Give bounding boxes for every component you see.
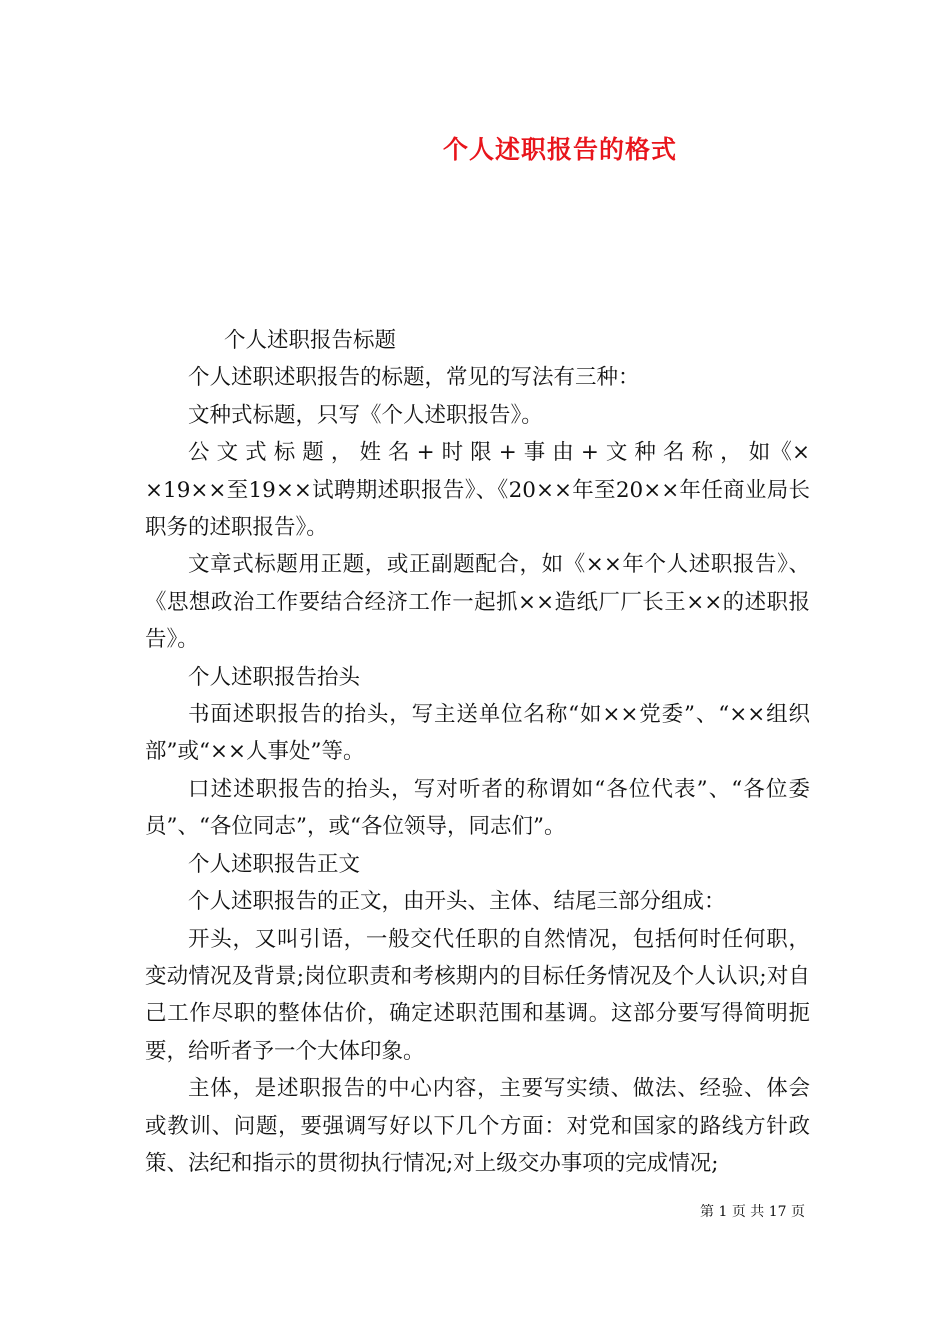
- paragraph: 公 文 式 标 题 ， 姓 名 + 时 限 + 事 由 + 文 种 名 称 ， 如《××19××至19××试聘期述职报告》、《20××年至20××年任商业局长职务的述职报告》。: [145, 440, 810, 541]
- page-number-footer: 第 1 页 共 17 页: [700, 1204, 805, 1220]
- paragraph: 开头，又叫引语，一般交代任职的自然情况，包括何时任何职，变动情况及背景;岗位职责和考核期内的目标任务情况及个人认识;对自己工作尽职的整体估价，确定述职范围和基调。这部分要写得简明扼要，给听者予一个大体印象。: [145, 926, 810, 1064]
- paragraph: 口述述职报告的抬头，写对听者的称谓如“各位代表”、“各位委员”、“各位同志”，或“各位领导，同志们”。: [145, 776, 810, 840]
- document-title: 个人述职报告的格式: [442, 135, 677, 164]
- paragraph: 个人述职报告的正文，由开头、主体、结尾三部分组成：: [188, 889, 726, 915]
- section-heading-title: 个人述职报告标题: [224, 328, 397, 353]
- paragraph: 文章式标题用正题，或正副题配合，如《××年个人述职报告》、《思想政治工作要结合经济工作一起抓××造纸厂厂长王××的述职报告》。: [145, 552, 810, 653]
- document-body: [145, 322, 810, 1182]
- paragraph: 文种式标题，只写《个人述职报告》。: [188, 402, 543, 428]
- paragraph: 书面述职报告的抬头，写主送单位名称“如××党委”、“××组织部”或“××人事处”等。: [145, 702, 810, 765]
- section-heading-body: 个人述职报告正文: [188, 851, 361, 877]
- section-heading-salutation: 个人述职报告抬头: [188, 664, 361, 690]
- paragraph: 主体，是述职报告的中心内容，主要写实绩、做法、经验、体会或教训、问题，要强调写好以下几个方面：对党和国家的路线方针政策、法纪和指示的贯彻执行情况;对上级交办事项的完成情况;: [145, 1076, 810, 1176]
- paragraph: 个人述职述职报告的标题，常见的写法有三种：: [188, 365, 640, 391]
